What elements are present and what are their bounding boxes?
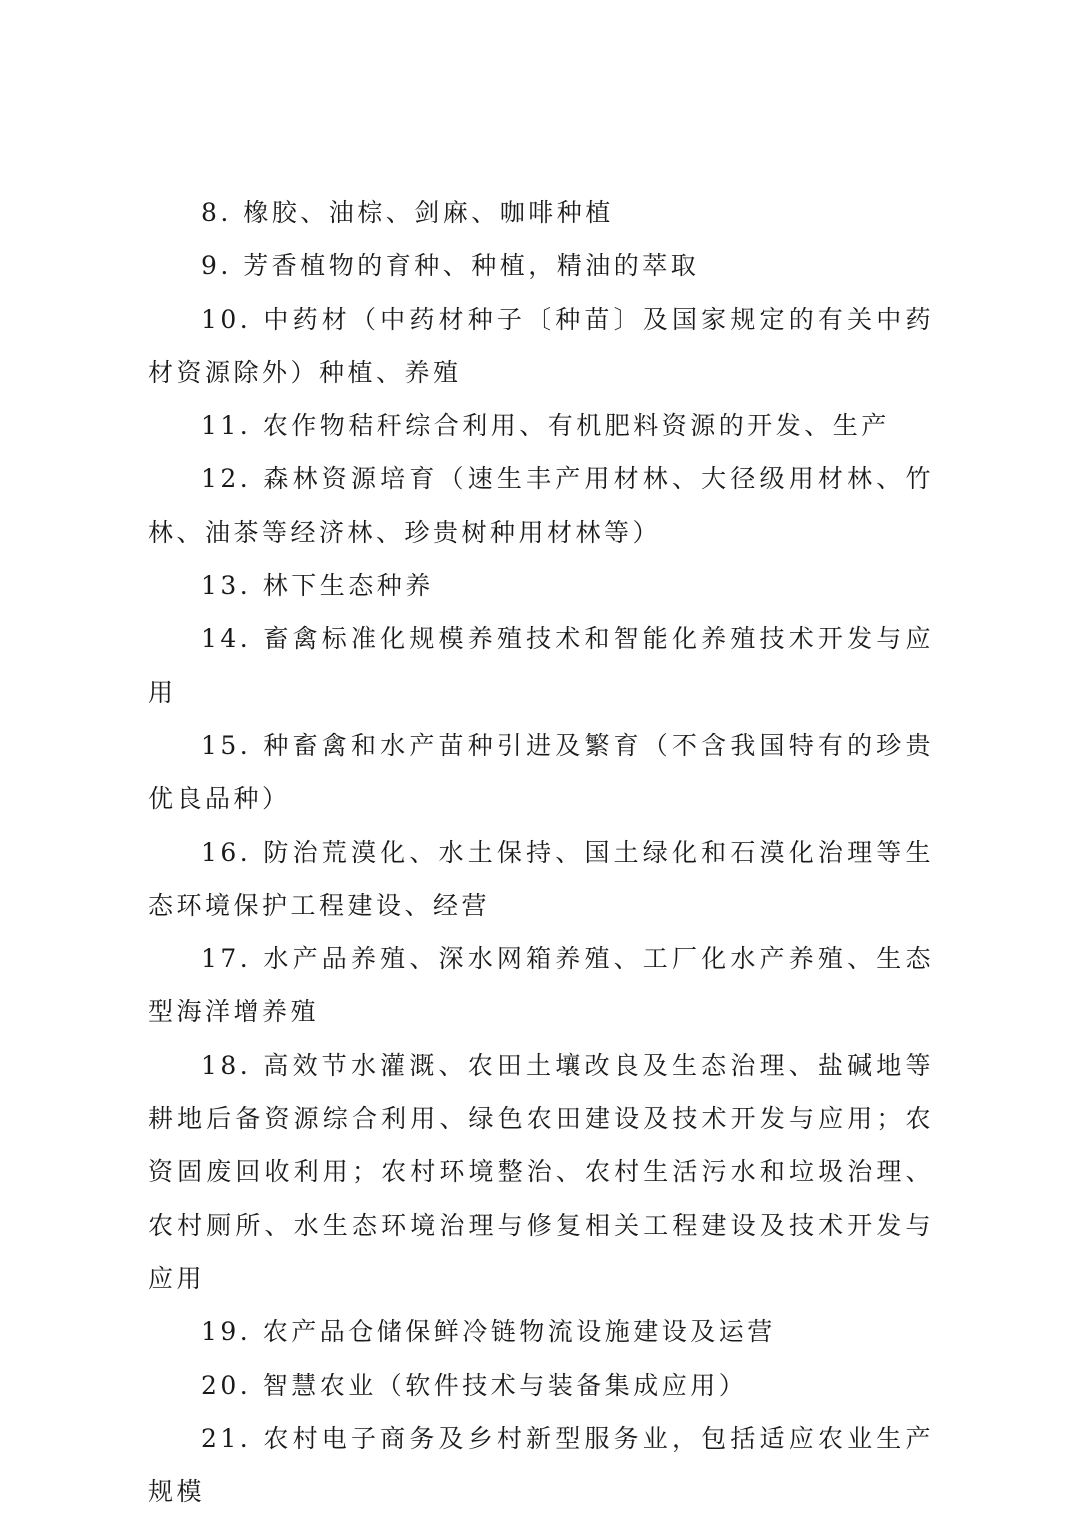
list-item-11: 11. 农作物秸秆综合利用、有机肥料资源的开发、生产 (201, 411, 890, 441)
list-item-14: 14. 畜禽标准化规模养殖技术和智能化养殖技术开发与应用 (148, 624, 934, 707)
list-item-15: 15. 种畜禽和水产苗种引进及繁育（不含我国特有的珍贵优良品种） (148, 730, 934, 814)
list-item-19: 19. 农产品仓储保鲜冷链物流设施建设及运营 (201, 1317, 776, 1347)
list-item-8: 8. 橡胶、油棕、剑麻、咖啡种植 (201, 198, 614, 227)
list-item-10: 10. 中药材（中药材种子〔种苗〕及国家规定的有关中药材资源除外）种植、养殖 (148, 304, 934, 387)
list-item-13: 13. 林下生态种养 (201, 571, 434, 601)
list-item-16: 16. 防治荒漠化、水土保持、国土绿化和石漠化治理等生态环境保护工程建设、经营 (148, 837, 934, 920)
list-item-20: 20. 智慧农业（软件技术与装备集成应用） (201, 1370, 748, 1400)
list-item-18: 18. 高效节水灌溉、农田土壤改良及生态治理、盐碱地等耕地后备资源综合利用、绿色农田建设及技术开发与应用；农资固废回收利用；农村环境整治、农村生活污水和垃圾治理、农村厕所、水生态环境治理与修复相关工程建设及技术开发与应用 (148, 1050, 934, 1293)
list-item-17: 17. 水产品养殖、深水网箱养殖、工厂化水产养殖、生态型海洋增养殖 (148, 944, 934, 1027)
list-item-9: 9. 芳香植物的育种、种植，精油的萃取 (201, 251, 700, 281)
list-item-21: 21. 农村电子商务及乡村新型服务业，包括适应农业生产规模 (148, 1423, 934, 1507)
list-item-12: 12. 森林资源培育（速生丰产用材林、大径级用材林、竹林、油茶等经济林、珍贵树种用材林等） (148, 464, 934, 547)
document-body (148, 186, 934, 1518)
